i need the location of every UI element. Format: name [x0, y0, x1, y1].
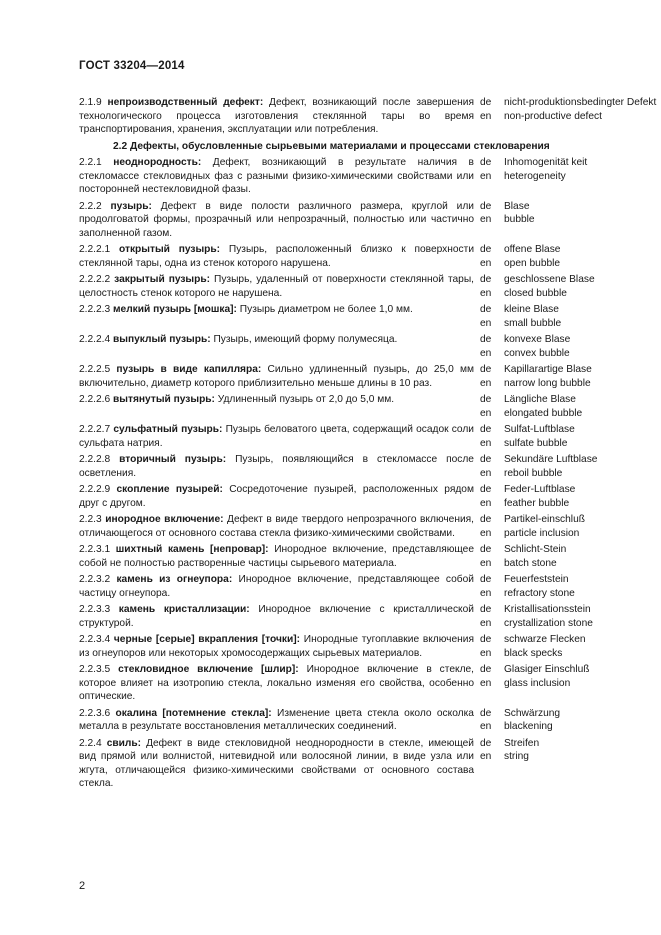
term-entry: [79, 333, 609, 360]
document-header: ГОСТ 33204—2014: [79, 60, 185, 72]
term-number: 2.2.2.7: [79, 424, 111, 435]
term-name: камень кристаллизации:: [118, 604, 250, 615]
term-name: закрытый пузырь:: [114, 274, 211, 285]
term-name: окалина [потемнение стекла]:: [115, 707, 272, 719]
translations: [504, 243, 609, 270]
translations: [504, 333, 609, 360]
translation-de: Blase: [504, 200, 530, 212]
language-codes: [474, 273, 504, 300]
term-text: Пузырь, удаленный от поверхности стеклянной тары, целостность стенок которого не нарушена.: [79, 274, 474, 299]
term-number: 2.2.4: [79, 737, 102, 749]
term-definition: [79, 243, 474, 270]
term-definition: [79, 737, 474, 791]
translations: [504, 273, 609, 300]
translations: [504, 156, 609, 197]
page-number: 2: [79, 880, 86, 892]
term-text: Дефект в виде стекловидной неоднородности в стекле, имеющей вид прямой или волнистой, нитевидной или волосяной линии, в виде узла или жгута, отличающейся физико-химическими свойствами от основного состава стекла.: [79, 737, 474, 789]
term-name: непроизводственный дефект:: [107, 97, 264, 108]
term-number: 2.1.9: [79, 97, 102, 108]
term-definition: [79, 363, 474, 390]
language-codes: [474, 156, 504, 197]
translation-de: konvexe Blase: [504, 334, 571, 345]
entries-group-1: [79, 96, 657, 137]
lang-de: de: [480, 574, 492, 585]
term-text: Пузырь, имеющий форму полумесяца.: [213, 334, 398, 345]
language-codes: [474, 363, 504, 390]
term-text: Дефект, возникающий после завершения технологического процесса изготовления стеклянной тары во время транспортирования, хранения, эксплуатации или потребления.: [79, 97, 474, 135]
term-definition: [79, 393, 474, 420]
term-number: 2.2.2.2: [79, 274, 111, 285]
lang-de: de: [480, 664, 492, 675]
term-entry: [79, 273, 609, 300]
translation-en: elongated bubble: [504, 407, 583, 419]
translations: [504, 543, 609, 570]
lang-de: de: [480, 424, 492, 435]
term-name: выпуклый пузырь:: [113, 334, 211, 345]
term-number: 2.2.3.2: [79, 574, 111, 585]
lang-de: de: [480, 274, 492, 285]
term-entry: [79, 663, 609, 704]
translation-en: open bubble: [504, 257, 561, 269]
translation-en: blackening: [504, 721, 553, 732]
term-number: 2.2.3.6: [79, 707, 111, 719]
term-text: Пузырь, появляющийся в стекломассе после осветления.: [79, 454, 474, 479]
translation-de: Glasiger Einschluß: [504, 664, 590, 675]
term-entry: [79, 200, 609, 241]
language-codes: [474, 303, 504, 330]
term-name: сульфатный пузырь:: [113, 424, 223, 435]
term-text: Инородное включение в стекле, которое влияет на изотропию стекла, локально изменяя его свойства, особенно оптические.: [79, 664, 475, 702]
lang-en: en: [480, 617, 492, 629]
term-entry: [79, 363, 609, 390]
term-name: стекловидное включение [шлир]:: [118, 664, 299, 675]
language-codes: [474, 483, 504, 510]
translations: [504, 573, 609, 600]
lang-de: de: [480, 157, 492, 168]
term-entry: [79, 243, 609, 270]
term-text: Изменение цвета стекла около осколка металла в результате восстановления металлических соединений.: [79, 707, 474, 732]
translation-de: nicht-produktionsbedingter Defekt: [504, 97, 657, 108]
term-name: мелкий пузырь [мошка]:: [113, 304, 237, 315]
term-definition: [79, 543, 474, 570]
term-name: пузырь в виде капилляра:: [116, 364, 262, 375]
lang-en: en: [480, 170, 492, 182]
language-codes: [474, 200, 504, 241]
translation-de: Feuerfeststein: [504, 574, 569, 585]
term-text: Пузырь, расположенный близко к поверхности стеклянной тары, одна из стенок которого нарушена.: [79, 244, 475, 269]
translation-de: Inhomogenität keit: [504, 157, 588, 168]
document-body: [79, 96, 657, 794]
entries-group-2: [79, 156, 609, 791]
translations: [504, 663, 609, 704]
term-number: 2.2.1: [79, 157, 102, 168]
translation-en: small bubble: [504, 317, 562, 329]
translation-de: Kapillarartige Blase: [504, 364, 592, 375]
lang-de: de: [480, 634, 492, 645]
term-text: Инородное включение, представляющее собой не полностью растворенные частицы сырьевого материала.: [79, 544, 474, 569]
section-heading: 2.2 Дефекты, обусловленные сырьевыми материалами и процессами стекловарения: [113, 140, 550, 152]
term-name: черные [серые] вкрапления [точки]:: [113, 634, 301, 645]
term-definition: [79, 663, 474, 704]
term-entry: [79, 633, 609, 660]
term-definition: [79, 303, 474, 330]
term-entry: [79, 573, 609, 600]
term-number: 2.2.3.1: [79, 544, 111, 555]
translation-de: kleine Blase: [504, 304, 559, 315]
translation-de: Längliche Blase: [504, 394, 576, 405]
translation-de: Schwärzung: [504, 707, 561, 719]
translation-en: heterogeneity: [504, 170, 566, 182]
term-entry: [79, 393, 609, 420]
lang-de: de: [480, 604, 492, 615]
lang-en: en: [480, 587, 492, 599]
lang-en: en: [480, 407, 492, 419]
translations: [504, 303, 609, 330]
translation-de: Sulfat-Luftblase: [504, 424, 575, 435]
term-entry: [79, 603, 609, 630]
translation-en: black specks: [504, 647, 563, 659]
lang-en: en: [480, 557, 492, 569]
translation-en: feather bubble: [504, 497, 570, 509]
translation-en: batch stone: [504, 557, 557, 569]
translation-en: closed bubble: [504, 287, 567, 299]
lang-de: de: [480, 737, 492, 749]
translation-en: glass inclusion: [504, 677, 571, 689]
translations: [504, 423, 609, 450]
lang-en: en: [480, 497, 492, 509]
term-number: 2.2.3: [79, 514, 102, 525]
language-codes: [474, 423, 504, 450]
lang-en: en: [480, 467, 492, 479]
translations: [504, 393, 609, 420]
lang-en: en: [480, 377, 492, 389]
term-definition: [79, 156, 474, 197]
term-entry: [79, 707, 609, 734]
term-number: 2.2.2.9: [79, 484, 111, 495]
translation-en: sulfate bubble: [504, 437, 568, 449]
term-entry: [79, 96, 657, 137]
term-text: Пузырь диаметром не более 1,0 мм.: [239, 304, 413, 315]
translation-de: Streifen: [504, 737, 540, 749]
translation-en: reboil bubble: [504, 467, 563, 479]
translations: [504, 483, 609, 510]
language-codes: [474, 513, 504, 540]
term-name: вытянутый пузырь:: [113, 394, 215, 405]
translation-en: non-productive defect: [504, 110, 602, 122]
term-definition: [79, 423, 474, 450]
lang-de: de: [480, 544, 492, 555]
term-definition: [79, 200, 474, 241]
language-codes: [474, 707, 504, 734]
term-number: 2.2.3.4: [79, 634, 111, 645]
term-entry: [79, 513, 609, 540]
translations: [504, 96, 657, 137]
lang-en: en: [480, 317, 492, 329]
term-definition: [79, 333, 474, 360]
term-definition: [79, 96, 474, 137]
lang-en: en: [480, 214, 492, 225]
lang-de: de: [480, 454, 492, 465]
language-codes: [474, 96, 504, 137]
term-text: Инородные тугоплавкие включения из огнеупоров или некоторых хромосодержащих сырьевых материалов.: [79, 634, 474, 659]
language-codes: [474, 393, 504, 420]
term-name: камень из огнеупора:: [116, 574, 233, 585]
translation-en: convex bubble: [504, 347, 570, 359]
term-name: вторичный пузырь:: [119, 454, 227, 465]
translation-de: Schlicht-Stein: [504, 544, 567, 555]
language-codes: [474, 737, 504, 791]
lang-en: en: [480, 257, 492, 269]
lang-de: de: [480, 394, 492, 405]
term-name: скопление пузырей:: [116, 484, 223, 495]
language-codes: [474, 333, 504, 360]
term-text: Дефект, возникающий в результате наличия в стекломассе стекловидных фаз с разными физико-химическими свойствами или посторонней нестекловидной фазы.: [79, 157, 474, 195]
term-entry: [79, 423, 609, 450]
term-name: открытый пузырь:: [118, 244, 221, 255]
language-codes: [474, 573, 504, 600]
term-entry: [79, 737, 609, 791]
term-number: 2.2.2: [79, 200, 102, 212]
term-definition: [79, 603, 474, 630]
term-entry: [79, 156, 609, 197]
translation-de: Feder-Luftblase: [504, 484, 576, 495]
term-name: пузырь:: [110, 200, 152, 212]
term-number: 2.2.2.8: [79, 454, 111, 465]
translations: [504, 737, 609, 791]
term-number: 2.2.2.1: [79, 244, 111, 255]
term-number: 2.2.3.3: [79, 604, 111, 615]
term-number: 2.2.2.6: [79, 394, 111, 405]
term-number: 2.2.2.4: [79, 334, 111, 345]
term-name: шихтный камень [непровар]:: [115, 544, 269, 555]
lang-de: de: [480, 334, 492, 345]
term-text: Дефект в виде твердого непрозрачного включения, отличающегося от основного состава стекла физико-химическими свойствами.: [79, 514, 474, 539]
lang-en: en: [480, 751, 492, 762]
translations: [504, 200, 609, 241]
term-definition: [79, 273, 474, 300]
translation-en: narrow long bubble: [504, 377, 591, 389]
term-definition: [79, 707, 474, 734]
translation-de: Kristallisationsstein: [504, 604, 591, 615]
term-definition: [79, 453, 474, 480]
term-text: Дефект в виде полости различного размера, круглой или продолговатой формы, прозрачный или непрозрачный, полностью или частично заполненной газом.: [79, 200, 474, 239]
language-codes: [474, 543, 504, 570]
lang-de: de: [480, 484, 492, 495]
term-number: 2.2.2.5: [79, 364, 111, 375]
translations: [504, 603, 609, 630]
translations: [504, 363, 609, 390]
language-codes: [474, 663, 504, 704]
lang-de: de: [480, 514, 492, 525]
language-codes: [474, 453, 504, 480]
lang-en: en: [480, 677, 492, 689]
translation-en: refractory stone: [504, 587, 575, 599]
language-codes: [474, 243, 504, 270]
translation-de: Partikel-einschluß: [504, 514, 585, 525]
translation-de: schwarze Flecken: [504, 634, 586, 645]
lang-en: en: [480, 347, 492, 359]
term-entry: [79, 543, 609, 570]
term-number: 2.2.2.3: [79, 304, 111, 315]
translation-en: string: [504, 751, 529, 762]
translations: [504, 633, 609, 660]
lang-de: de: [480, 244, 492, 255]
translation-de: geschlossene Blase: [504, 274, 595, 285]
term-name: неоднородность:: [113, 157, 202, 168]
translation-en: bubble: [504, 214, 535, 225]
lang-de: de: [480, 364, 492, 375]
term-text: Удлиненный пузырь от 2,0 до 5,0 мм.: [217, 394, 395, 405]
term-name: свиль:: [106, 737, 142, 749]
term-text: Инородное включение с кристаллической структурой.: [79, 604, 474, 629]
translation-de: offene Blase: [504, 244, 561, 255]
term-name: инородное включение:: [105, 514, 224, 525]
lang-en: en: [480, 110, 492, 122]
lang-en: en: [480, 527, 492, 539]
term-definition: [79, 483, 474, 510]
lang-en: en: [480, 721, 492, 732]
translation-en: particle inclusion: [504, 527, 580, 539]
term-text: Пузырь беловатого цвета, содержащий осадок соли сульфата натрия.: [79, 424, 474, 449]
term-text: Инородное включение, представляющее собой частицу огнеупора.: [79, 574, 474, 599]
lang-en: en: [480, 437, 492, 449]
term-definition: [79, 513, 474, 540]
translations: [504, 453, 609, 480]
translations: [504, 707, 609, 734]
lang-en: en: [480, 287, 492, 299]
term-entry: [79, 483, 609, 510]
translation-de: Sekundäre Luftblase: [504, 454, 598, 465]
term-entry: [79, 303, 609, 330]
lang-de: de: [480, 97, 492, 108]
term-definition: [79, 573, 474, 600]
lang-de: de: [480, 707, 492, 719]
term-number: 2.2.3.5: [79, 664, 111, 675]
language-codes: [474, 633, 504, 660]
term-text: Сильно удлиненный пузырь, до 25,0 мм включительно, диаметр которого приблизительно меньше длины в 10 раз.: [79, 364, 474, 389]
lang-de: de: [480, 304, 492, 315]
translation-en: crystallization stone: [504, 617, 593, 629]
translations: [504, 513, 609, 540]
language-codes: [474, 603, 504, 630]
term-definition: [79, 633, 474, 660]
lang-de: de: [480, 200, 492, 212]
term-text: Сосредоточение пузырей, расположенных рядом друг с другом.: [79, 484, 474, 509]
lang-en: en: [480, 647, 492, 659]
term-entry: [79, 453, 609, 480]
